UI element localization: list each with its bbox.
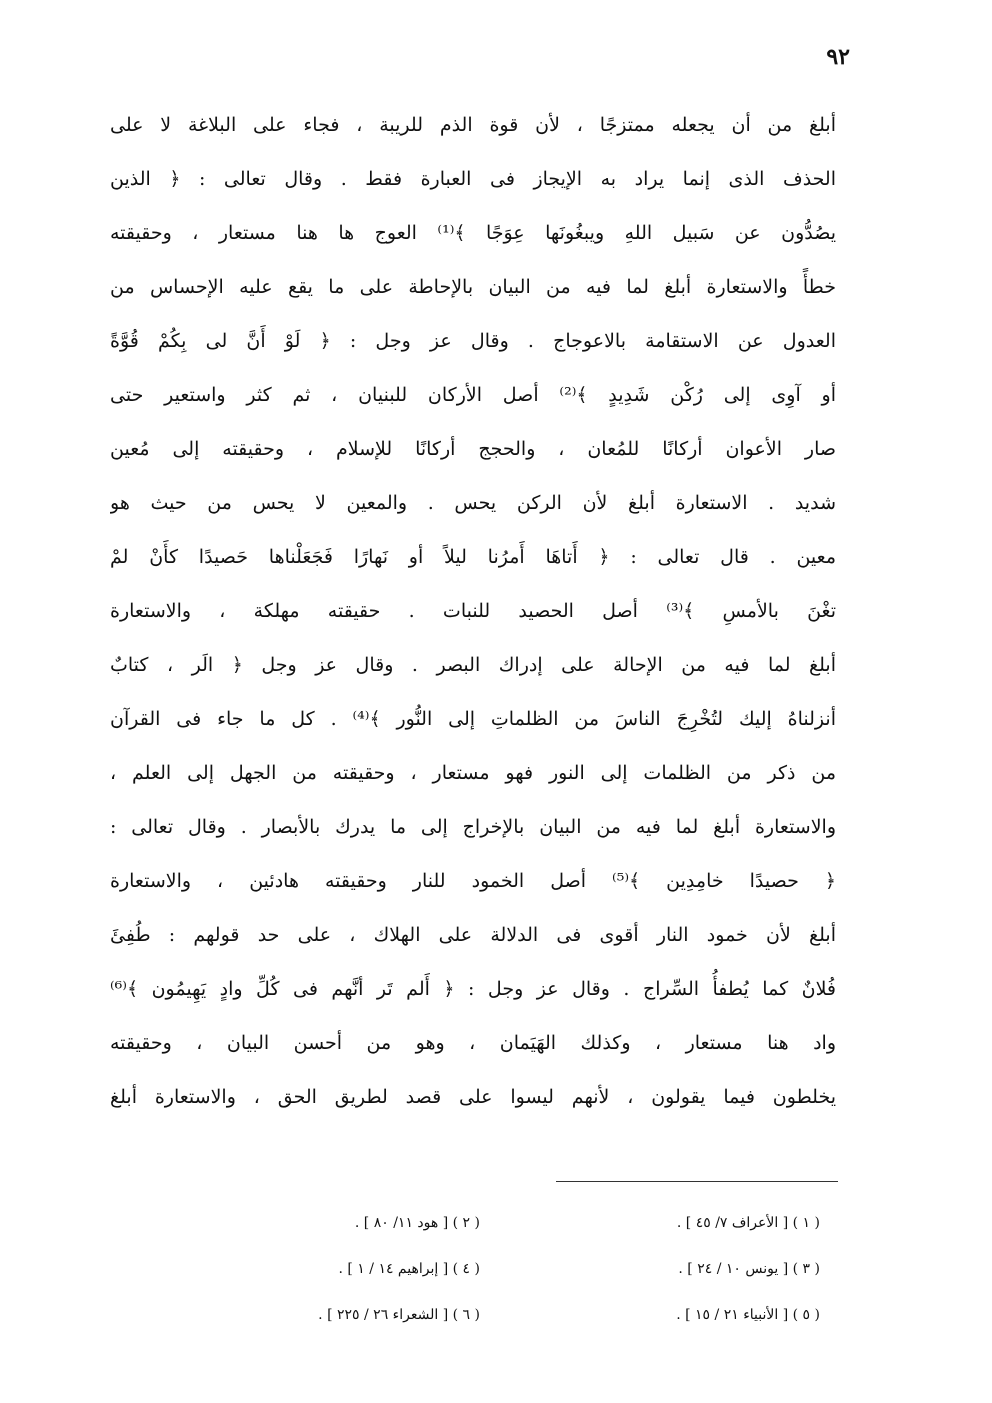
text-line: من ذكر من الظلمات إلى النور فهو مستعار ، وحقيقته من الجهل إلى العلم ، (110, 762, 836, 784)
footnote-5: ( ٥ ) [ الأنبياء ٢١ / ١٥ ] . (676, 1307, 820, 1323)
text-line: أبلغ لما فيه من الإحالة على إدراك البصر . وقال عز وجل ﴿ الَر ، كتابٌ (110, 654, 836, 676)
footnote-3: ( ٣ ) [ يونس ١٠ / ٢٤ ] . (678, 1261, 820, 1277)
text-line: العدول عن الاستقامة بالاعوجاج . وقال عز وجل : ﴿ لَوْ أَنَّ لى بِكُمْ قُوَّةً (110, 330, 836, 352)
text-line: صار الأعوان أركانًا للمُعان ، والحجج أركانًا للإسلام ، وحقيقته إلى مُعين (110, 438, 836, 460)
footnote-1: ( ١ ) [ الأعراف ٧/ ٤٥ ] . (676, 1215, 820, 1231)
footnote-row (230, 1292, 820, 1338)
text-line: واد هنا مستعار ، وكذلك الهَيَمان ، وهو من أحسن البيان ، وحقيقته (110, 1032, 836, 1054)
text-line: خطأً والاستعارة أبلغ لما فيه من البيان بالإحاطة على ما يقع عليه الإحساس من (110, 276, 836, 298)
footnote-4: ( ٤ ) [ إبراهيم ١٤ / ١ ] . (338, 1261, 480, 1277)
page-number: ٩٢ (826, 44, 850, 70)
footnote-row (230, 1200, 820, 1246)
text-line: والاستعارة أبلغ لما فيه من البيان بالإخراج إلى ما يدرك بالأبصار . وقال تعالى : (110, 816, 836, 838)
footnote-row (230, 1246, 820, 1292)
text-line: الحذف الذى إنما يراد به الإيجاز فى العبارة فقط . وقال تعالى : ﴿ الذين (110, 168, 836, 190)
text-line: شديد . الاستعارة أبلغ لأن الركن يحس . والمعين لا يحس من حيث هو (110, 492, 836, 514)
text-line: ﴿ حصيدًا خامِدِين ﴾⁽⁵⁾ أصل الخمود للنار وحقيقته هادئين ، والاستعارة (110, 870, 836, 892)
text-line: أو آوِى إلى رُكْن شَدِيدٍ ﴾⁽²⁾ أصل الأركان للبنيان ، ثم كثر واستعير حتى (110, 384, 836, 406)
footnote-2: ( ٢ ) [ هود ١١/ ٨٠ ] . (354, 1215, 480, 1231)
text-line: أنزلناهُ إليك لتُخْرِجَ الناسَ من الظلماتِ إلى النُّور ﴾⁽⁴⁾ . كل ما جاء فى القرآن (110, 708, 836, 730)
footnote-6: ( ٦ ) [ الشعراء ٢٦ / ٢٢٥ ] . (318, 1307, 480, 1323)
footnotes (230, 1200, 820, 1338)
text-line: يخلطون فيما يقولون ، لأنهم ليسوا على قصد لطريق الحق ، والاستعارة أبلغ (110, 1086, 836, 1108)
footnote-separator (556, 1181, 838, 1182)
body-text (110, 98, 836, 1124)
text-line: أبلغ من أن يجعله ممتزجًا ، لأن قوة الذم للريبة ، فجاء على البلاغة لا على (110, 114, 836, 136)
text-line: معين . قال تعالى : ﴿ أَتاهَا أَمرُنا ليلاً أو نَهارًا فَجَعَلْناها حَصيدًا كأَنْ لمْ (110, 546, 836, 568)
text-line: تغْنَ بالأمسِ ﴾⁽³⁾ أصل الحصيد للنبات . حقيقته مهلكة ، والاستعارة (110, 600, 836, 622)
text-line: يصُدُّون عن سَبيل اللهِ ويبغُونَها عِوَجًا ﴾⁽¹⁾ العوج ها هنا مستعار ، وحقيقته (110, 222, 836, 244)
text-line: فُلانٌ كما يُطفأُ السِّراج . وقال عز وجل : ﴿ أَلم تَر أنَّهم فى كُلِّ وادٍ يَهِيمُون ﴾⁽⁶⁾ (110, 978, 836, 1000)
text-line: أبلغ لأن خمود النار أقوى فى الدلالة على الهلاك ، على حد قولهم : طُفِئَ (110, 924, 836, 946)
